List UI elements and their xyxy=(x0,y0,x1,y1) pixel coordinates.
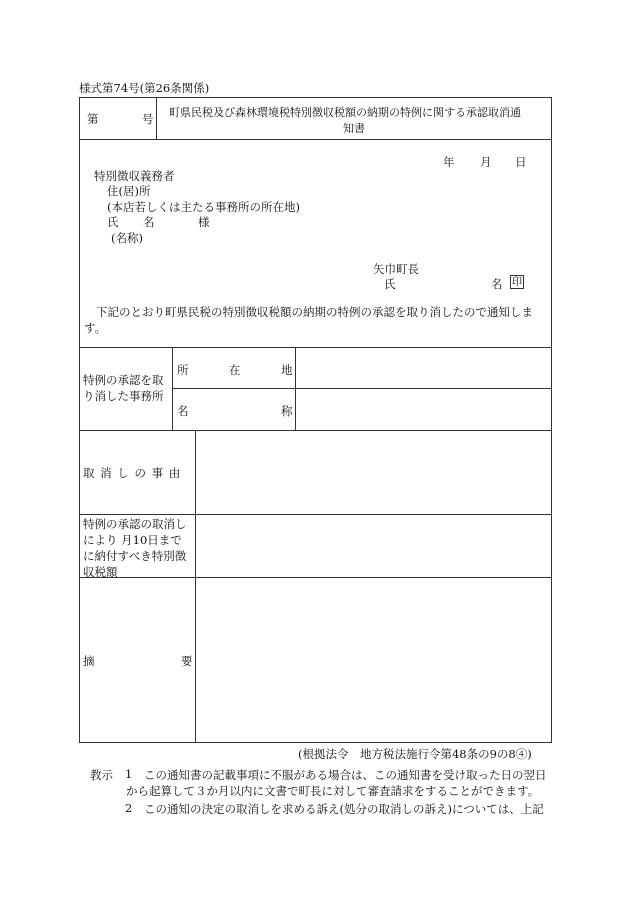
number-label-go: 号 xyxy=(142,112,154,126)
row-divider xyxy=(79,514,552,515)
seal-mark: 印 xyxy=(512,277,522,288)
remarks-label-2: 要 xyxy=(181,654,193,668)
date-month: 月 xyxy=(480,155,492,169)
issuer-name-mei: 名 xyxy=(491,277,503,291)
row-divider xyxy=(79,347,552,348)
instruction-1-line1: この通知書の記載事項に不服がある場合は、この通知書を受け取った日の翌日 xyxy=(144,768,547,782)
row-divider xyxy=(79,577,552,578)
document-title-line1: 町県民税及び森林環境税特別徴収税額の納期の特例に関する承認取消通 xyxy=(169,106,521,119)
office-name-label-1: 名 xyxy=(177,404,189,418)
location-label-1: 所 xyxy=(177,363,189,377)
office-inner-divider xyxy=(172,388,552,389)
instruction-2-number: 2 xyxy=(125,801,133,815)
location-label-3: 地 xyxy=(281,363,293,377)
office-section-label: 特例の承認を取り消した事務所 xyxy=(83,373,164,403)
recipient-title: 特別徴収義務者 xyxy=(94,169,175,183)
recipient-name-mei: 名 xyxy=(143,215,155,229)
recipient-address-note: (本店若しくは主たる事務所の所在地) xyxy=(107,200,300,214)
instruction-1-line2: から起算して３か月以内に文書で町長に対して審査請求をすることができます。 xyxy=(126,784,540,798)
recipient-name-shi: 氏 xyxy=(107,215,119,229)
recipient-honorific: 様 xyxy=(198,215,210,229)
label-column-divider xyxy=(195,430,196,743)
notice-text: 下記のとおり町県民税の特別徴収税額の納期の特例の承認を取り消したので通知します。 xyxy=(84,305,533,335)
location-label-2: 在 xyxy=(229,363,241,377)
form-number: 様式第74号(第26条関係) xyxy=(79,81,210,95)
recipient-address: 住(居)所 xyxy=(107,184,151,198)
issuer-office: 矢巾町長 xyxy=(373,262,419,276)
instruction-1-number: 1 xyxy=(125,767,133,781)
legal-basis: (根拠法令 地方税法施行令第48条の9の8④) xyxy=(298,747,532,761)
instructions-label: 教示 xyxy=(90,768,113,782)
office-name-label-2: 称 xyxy=(281,404,293,418)
date-day: 日 xyxy=(515,155,527,169)
number-label-dai: 第 xyxy=(87,112,99,126)
date-year: 年 xyxy=(443,155,455,169)
reason-label: 取 消 し の 事 由 xyxy=(83,466,182,480)
row-divider xyxy=(79,139,552,140)
row-divider xyxy=(79,430,552,431)
recipient-name-note: (名称) xyxy=(111,231,143,245)
instruction-2-line1: この通知の決定の取消しを求める訴え(処分の取消しの訴え)については、上記 xyxy=(144,802,544,816)
document-title-line2: 知書 xyxy=(343,122,365,135)
header-divider xyxy=(156,97,157,139)
issuer-name-shi: 氏 xyxy=(384,277,396,291)
amount-label: 特例の承認の取消しにより 月10日までに納付すべき特別徴収税額 xyxy=(83,517,187,579)
remarks-label-1: 摘 xyxy=(83,654,95,668)
